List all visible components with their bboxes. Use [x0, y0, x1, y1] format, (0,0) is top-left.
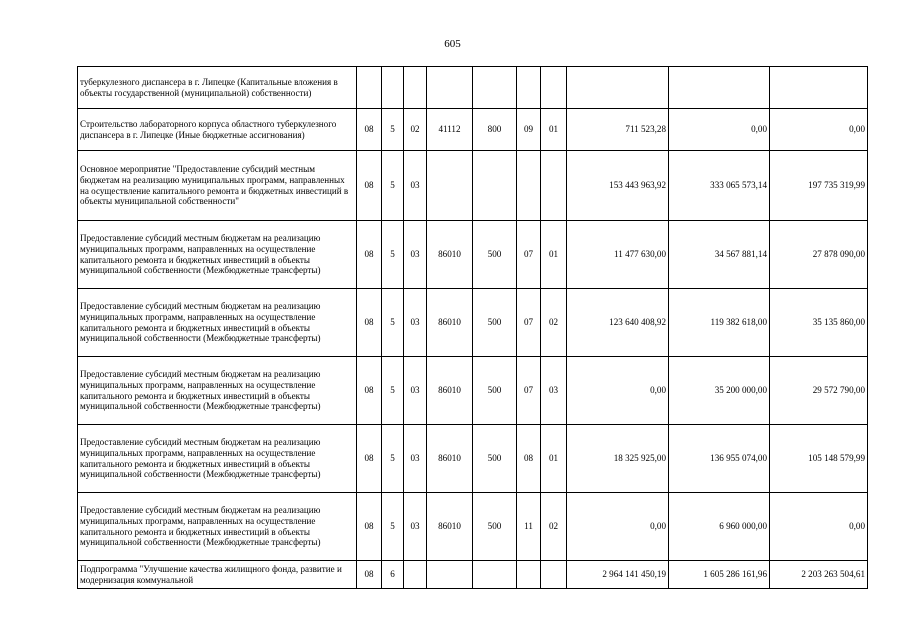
cell-code-4: 86010	[427, 425, 473, 493]
cell-code-5: 500	[473, 221, 517, 289]
cell-code-2: 5	[382, 425, 404, 493]
cell-code-6	[517, 561, 541, 589]
cell-code-7	[541, 67, 567, 109]
row-name: туберкулезного диспансера в г. Липецке (Капитальные вложения в объекты государственной (муниципальной) собственности)	[78, 67, 357, 109]
cell-code-1: 08	[357, 289, 382, 357]
cell-code-5	[473, 151, 517, 221]
cell-code-3: 03	[404, 289, 427, 357]
cell-code-7: 01	[541, 425, 567, 493]
table-row	[78, 289, 868, 357]
cell-sum-2: 35 200 000,00	[669, 357, 770, 425]
cell-code-1: 08	[357, 493, 382, 561]
cell-code-1: 08	[357, 221, 382, 289]
cell-sum-2: 136 955 074,00	[669, 425, 770, 493]
cell-sum-1: 711 523,28	[567, 109, 669, 151]
table-row	[78, 109, 868, 151]
cell-code-7	[541, 561, 567, 589]
cell-code-4	[427, 561, 473, 589]
cell-code-2: 6	[382, 561, 404, 589]
cell-code-2	[382, 67, 404, 109]
cell-code-3: 03	[404, 493, 427, 561]
cell-sum-1: 0,00	[567, 493, 669, 561]
cell-sum-2	[669, 67, 770, 109]
cell-sum-2: 6 960 000,00	[669, 493, 770, 561]
row-name: Предоставление субсидий местным бюджетам на реализацию муниципальных программ, направленных на осуществление капитального ремонта и бюджетных инвестиций в объекты муниципальной собственности (Межбюджетные трансферты)	[78, 493, 357, 561]
cell-code-4: 86010	[427, 221, 473, 289]
cell-sum-2: 1 605 286 161,96	[669, 561, 770, 589]
table-row	[78, 221, 868, 289]
cell-code-3	[404, 67, 427, 109]
cell-code-4	[427, 67, 473, 109]
cell-code-2: 5	[382, 357, 404, 425]
cell-sum-2: 0,00	[669, 109, 770, 151]
cell-code-4: 86010	[427, 289, 473, 357]
row-name: Предоставление субсидий местным бюджетам на реализацию муниципальных программ, направленных на осуществление капитального ремонта и бюджетных инвестиций в объекты муниципальной собственности (Межбюджетные трансферты)	[78, 289, 357, 357]
page-number: 605	[444, 38, 461, 50]
cell-code-2: 5	[382, 109, 404, 151]
cell-code-6	[517, 67, 541, 109]
cell-code-1: 08	[357, 151, 382, 221]
cell-sum-1: 123 640 408,92	[567, 289, 669, 357]
cell-code-4: 41112	[427, 109, 473, 151]
cell-sum-3: 2 203 263 504,61	[770, 561, 868, 589]
cell-code-7: 01	[541, 221, 567, 289]
cell-sum-3: 197 735 319,99	[770, 151, 868, 221]
cell-sum-3: 27 878 090,00	[770, 221, 868, 289]
cell-code-7: 02	[541, 289, 567, 357]
cell-code-6: 07	[517, 221, 541, 289]
table-row	[78, 67, 868, 109]
cell-sum-2: 119 382 618,00	[669, 289, 770, 357]
cell-code-5: 500	[473, 357, 517, 425]
cell-code-3: 03	[404, 357, 427, 425]
cell-sum-1: 11 477 630,00	[567, 221, 669, 289]
cell-code-5: 500	[473, 289, 517, 357]
table-row	[78, 561, 868, 589]
cell-sum-3: 29 572 790,00	[770, 357, 868, 425]
row-name: Строительство лабораторного корпуса областного туберкулезного диспансера в г. Липецке (Иные бюджетные ассигнования)	[78, 109, 357, 151]
cell-code-3	[404, 561, 427, 589]
table-row	[78, 151, 868, 221]
cell-code-1: 08	[357, 357, 382, 425]
cell-code-3: 03	[404, 151, 427, 221]
cell-sum-3: 35 135 860,00	[770, 289, 868, 357]
row-name: Предоставление субсидий местным бюджетам на реализацию муниципальных программ, направленных на осуществление капитального ремонта и бюджетных инвестиций в объекты муниципальной собственности (Межбюджетные трансферты)	[78, 221, 357, 289]
cell-sum-1: 2 964 141 450,19	[567, 561, 669, 589]
cell-code-5	[473, 561, 517, 589]
cell-code-7: 03	[541, 357, 567, 425]
cell-code-2: 5	[382, 289, 404, 357]
cell-code-5: 500	[473, 493, 517, 561]
row-name: Предоставление субсидий местным бюджетам на реализацию муниципальных программ, направленных на осуществление капитального ремонта и бюджетных инвестиций в объекты муниципальной собственности (Межбюджетные трансферты)	[78, 357, 357, 425]
cell-code-6	[517, 151, 541, 221]
cell-sum-2: 333 065 573,14	[669, 151, 770, 221]
cell-code-7: 01	[541, 109, 567, 151]
cell-code-6: 07	[517, 289, 541, 357]
cell-code-5: 800	[473, 109, 517, 151]
cell-code-3: 03	[404, 425, 427, 493]
cell-code-6: 11	[517, 493, 541, 561]
cell-code-5	[473, 67, 517, 109]
cell-code-6: 09	[517, 109, 541, 151]
row-name: Предоставление субсидий местным бюджетам на реализацию муниципальных программ, направленных на осуществление капитального ремонта и бюджетных инвестиций в объекты муниципальной собственности (Межбюджетные трансферты)	[78, 425, 357, 493]
cell-code-4: 86010	[427, 493, 473, 561]
cell-code-4: 86010	[427, 357, 473, 425]
cell-code-6: 07	[517, 357, 541, 425]
table-row	[78, 425, 868, 493]
cell-sum-3: 0,00	[770, 109, 868, 151]
cell-code-7: 02	[541, 493, 567, 561]
table-row	[78, 493, 868, 561]
cell-code-1: 08	[357, 561, 382, 589]
cell-code-1: 08	[357, 425, 382, 493]
cell-sum-1: 153 443 963,92	[567, 151, 669, 221]
cell-sum-1	[567, 67, 669, 109]
cell-code-5: 500	[473, 425, 517, 493]
cell-code-3: 02	[404, 109, 427, 151]
cell-code-1	[357, 67, 382, 109]
cell-sum-1: 18 325 925,00	[567, 425, 669, 493]
cell-code-1: 08	[357, 109, 382, 151]
cell-code-2: 5	[382, 221, 404, 289]
row-name: Подпрограмма "Улучшение качества жилищного фонда, развитие и модернизация коммунальной	[78, 561, 357, 589]
cell-code-4	[427, 151, 473, 221]
cell-sum-2: 34 567 881,14	[669, 221, 770, 289]
cell-code-7	[541, 151, 567, 221]
cell-sum-3: 105 148 579,99	[770, 425, 868, 493]
cell-sum-3	[770, 67, 868, 109]
budget-table	[77, 66, 868, 589]
cell-code-2: 5	[382, 151, 404, 221]
cell-sum-3: 0,00	[770, 493, 868, 561]
cell-code-6: 08	[517, 425, 541, 493]
row-name: Основное мероприятие "Предоставление субсидий местным бюджетам на реализацию муниципальных программ, направленных на осуществление капитального ремонта и бюджетных инвестиций в объекты муниципальной собственности"	[78, 151, 357, 221]
cell-sum-1: 0,00	[567, 357, 669, 425]
table-row	[78, 357, 868, 425]
cell-code-3: 03	[404, 221, 427, 289]
cell-code-2: 5	[382, 493, 404, 561]
